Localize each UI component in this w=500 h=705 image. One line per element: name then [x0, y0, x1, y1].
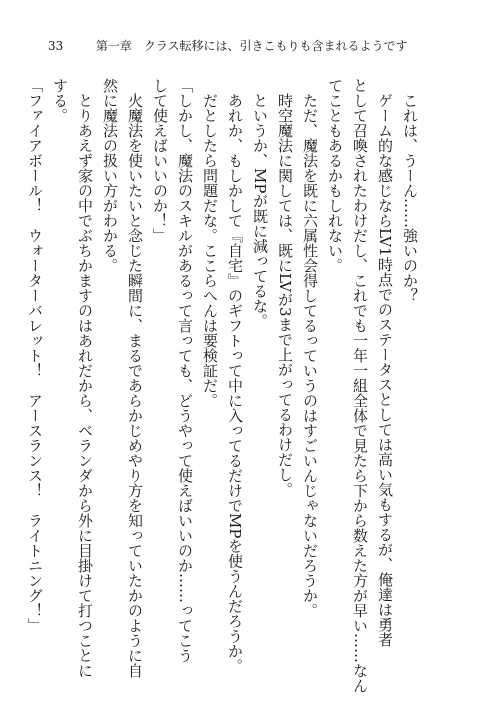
text-line: 「しかし、魔法のスキルがあるって言っても、どうやって使えばいいのか……ってこう	[176, 78, 194, 663]
text-line: ただ、魔法を既に六属性会得してるっていうのはすごいんじゃないだろうか。	[301, 78, 319, 618]
text-line: する。	[51, 78, 69, 123]
text-line: して使えばいいのか！」	[151, 78, 169, 243]
text-line: 然に魔法の扱い方がわかる。	[101, 78, 119, 273]
page-header	[48, 38, 480, 54]
text-line: とりあえず家の中でぶちかますのはあれだから、ベランダから外に目掛けて打つことに	[76, 78, 94, 678]
text-line: これは、うーん……強いのか？	[401, 78, 419, 303]
text-line: というか、MPが既に減ってるな。	[251, 78, 269, 329]
text-line: 火魔法を使いたいと念じた瞬間に、まるであらかじめやり方を知っていたかのように自	[126, 78, 144, 678]
text-line: だとしたら問題だな。ここらへんは要検証だ。	[201, 78, 219, 408]
running-title: 第一章 クラス転移には、引きこもりも含まれるようです	[95, 39, 408, 53]
text-line: あれか、もしかして『自宅』のギフトって中に入ってるだけでMPを使うんだろうか。	[226, 78, 244, 674]
text-line: 時空魔法に関しては、既にLVが3まで上がってるわけだし。	[276, 78, 294, 497]
text-line: 「ファイアボール！ ウォーターバレット！ アースランス！ ライトニング！」	[26, 78, 44, 633]
text-line: ゲーム的な感じならLV1時点でのステータスとしては高い気もするが、俺達は勇者	[376, 78, 394, 647]
page-number: 33	[48, 39, 64, 53]
text-line: てこともあるかもしれない。	[326, 78, 344, 273]
text-line: として召喚されたわけだし、これでも一年一組全体で見たら下から数えた方が早い……なん	[351, 78, 369, 693]
body-text	[26, 78, 422, 693]
